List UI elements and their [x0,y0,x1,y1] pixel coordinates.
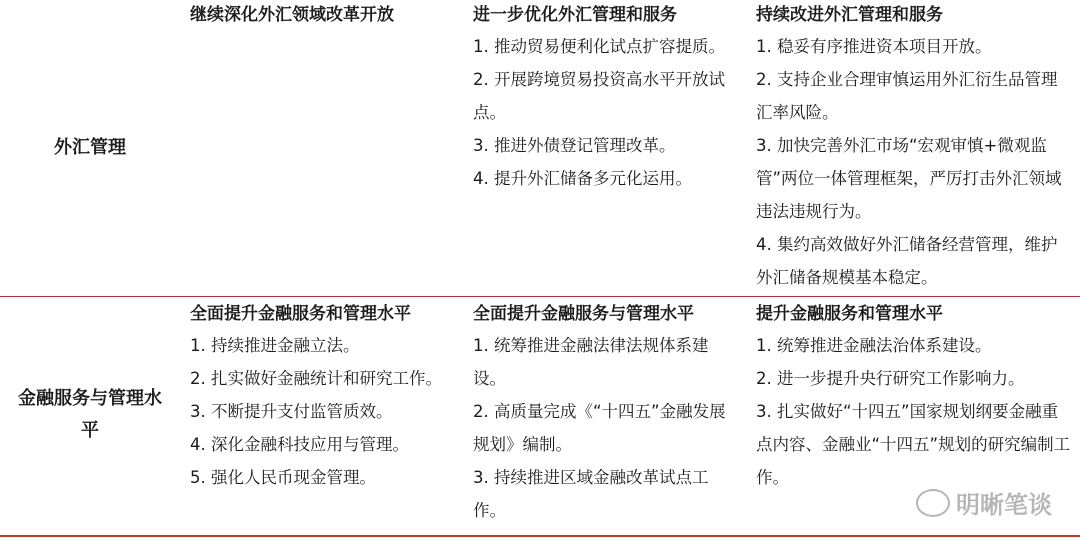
wechat-icon [916,489,950,517]
list-item: 3. 加快完善外汇市场“宏观审慎+微观监管”两位一体管理框架，严厉打击外汇领域违法违规行为。 [756,136,1062,221]
row-label-financial-services: 金融服务与管理水平 [18,388,162,441]
list-item: 3. 推进外债登记管理改革。 [473,136,676,155]
row-label-forex: 外汇管理 [54,137,126,158]
list-item: 2. 进一步提升央行研究工作影响力。 [756,369,1025,388]
column-heading: 全面提升金融服务与管理水平 [473,304,694,324]
list-item: 1. 推动贸易便利化试点扩容提质。 [473,37,725,56]
watermark-text: 明晰笔谈 [956,491,1052,519]
column-heading: 进一步优化外汇管理和服务 [473,5,677,25]
list-item: 3. 扎实做好“十四五”国家规划纲要金融重点内容、金融业“十四五”规划的研究编制工作。 [756,402,1071,487]
fin-col-3 [756,299,1072,494]
fin-col-1 [190,299,460,494]
list-item: 2. 高质量完成《“十四五”金融发展规划》编制。 [473,402,726,454]
list-item: 4. 集约高效做好外汇储备经营管理，维护外汇储备规模基本稳定。 [756,235,1058,287]
list-item: 1. 稳妥有序推进资本项目开放。 [756,37,992,56]
list-item: 1. 统筹推进金融法律法规体系建设。 [473,336,709,388]
column-heading: 全面提升金融服务和管理水平 [190,304,411,324]
column-heading: 提升金融服务和管理水平 [756,304,943,324]
list-item: 5. 强化人民币现金管理。 [190,468,376,487]
list-item: 2. 扎实做好金融统计和研究工作。 [190,369,442,388]
list-item: 1. 统筹推进金融法治体系建设。 [756,336,992,355]
list-item: 3. 持续推进区域金融改革试点工作。 [473,468,709,520]
column-heading: 继续深化外汇领域改革开放 [190,5,394,25]
column-heading: 持续改进外汇管理和服务 [756,5,943,25]
list-item: 2. 开展跨境贸易投资高水平开放试点。 [473,70,725,122]
list-item: 4. 提升外汇储备多元化运用。 [473,169,692,188]
list-item: 4. 深化金融科技应用与管理。 [190,435,409,454]
row-divider [0,296,1080,297]
watermark [916,485,1052,520]
table-bottom-rule [0,535,1080,537]
list-item: 2. 支持企业合理审慎运用外汇衍生品管理汇率风险。 [756,70,1058,122]
list-item: 3. 不断提升支付监管质效。 [190,402,393,421]
fin-col-2 [473,299,741,527]
forex-col-1 [190,0,460,30]
forex-col-3 [756,0,1072,294]
forex-col-2 [473,0,741,195]
list-item: 1. 持续推进金融立法。 [190,336,360,355]
